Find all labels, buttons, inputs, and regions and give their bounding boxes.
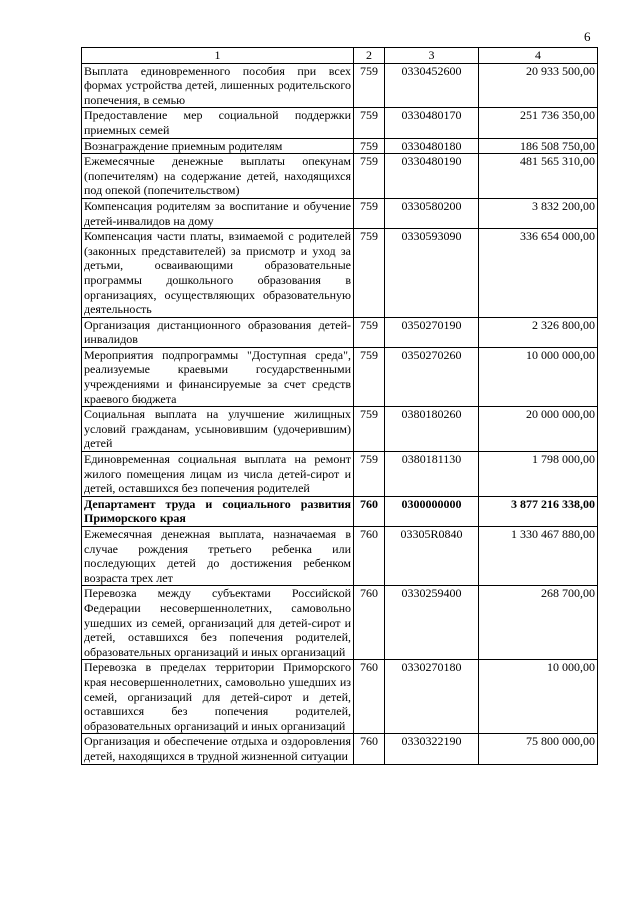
row-amount: 10 000,00 — [479, 660, 598, 734]
row-amount: 20 933 500,00 — [479, 63, 598, 108]
row-code: 760 — [354, 734, 385, 764]
row-code: 759 — [354, 347, 385, 406]
row-csr: 0380180260 — [385, 407, 479, 452]
table-row — [82, 496, 598, 526]
row-description: Департамент труда и социального развития Приморского края — [82, 496, 354, 526]
row-csr: 0380181130 — [385, 452, 479, 497]
table-row — [82, 527, 598, 586]
row-code: 759 — [354, 317, 385, 347]
table-row — [82, 198, 598, 228]
table-row — [82, 734, 598, 764]
row-description: Перевозка между субъектами Российской Федерации несовершеннолетних, самовольно ушедших из семей, организаций для детей-сирот и детей, оставшихся без попечения родителей, образовательных организаций и иных организаций — [82, 586, 354, 660]
row-description: Организация и обеспечение отдыха и оздоровления детей, находящихся в трудной жизненной ситуации — [82, 734, 354, 764]
row-csr: 03305R0840 — [385, 527, 479, 586]
row-csr: 0300000000 — [385, 496, 479, 526]
row-amount: 1 798 000,00 — [479, 452, 598, 497]
row-description: Предоставление мер социальной поддержки приемных семей — [82, 108, 354, 138]
row-code: 759 — [354, 198, 385, 228]
row-amount: 481 565 310,00 — [479, 154, 598, 199]
row-amount: 336 654 000,00 — [479, 229, 598, 318]
page-number: 6 — [584, 29, 591, 44]
table-header-row — [82, 48, 598, 64]
row-description: Ежемесячные денежные выплаты опекунам (попечителям) на содержание детей, находящихся под опекой (попечительством) — [82, 154, 354, 199]
budget-table — [81, 47, 598, 765]
row-csr: 0330580200 — [385, 198, 479, 228]
row-code: 760 — [354, 527, 385, 586]
row-amount: 186 508 750,00 — [479, 138, 598, 154]
row-code: 759 — [354, 407, 385, 452]
row-csr: 0350270260 — [385, 347, 479, 406]
row-csr: 0330480170 — [385, 108, 479, 138]
row-code: 759 — [354, 108, 385, 138]
row-description: Мероприятия подпрограммы "Доступная среда", реализуемые краевыми государственными учреждениями и финансируемые за счет средств краевого бюджета — [82, 347, 354, 406]
row-code: 759 — [354, 452, 385, 497]
row-description: Компенсация части платы, взимаемой с родителей (законных представителей) за присмотр и уход за детьми, осваивающими образовательные программы дошкольного образования в организациях, осуществляющих образовательную деятельность — [82, 229, 354, 318]
row-description: Вознаграждение приемным родителям — [82, 138, 354, 154]
table-row — [82, 108, 598, 138]
table-row — [82, 407, 598, 452]
table-row — [82, 452, 598, 497]
row-code: 760 — [354, 496, 385, 526]
row-csr: 0330270180 — [385, 660, 479, 734]
table-row — [82, 154, 598, 199]
table-row — [82, 660, 598, 734]
row-csr: 0330480190 — [385, 154, 479, 199]
row-description: Выплата единовременного пособия при всех формах устройства детей, лишенных родительского попечения, в семью — [82, 63, 354, 108]
row-amount: 251 736 350,00 — [479, 108, 598, 138]
table-row — [82, 347, 598, 406]
row-code: 759 — [354, 63, 385, 108]
row-description: Компенсация родителям за воспитание и обучение детей-инвалидов на дому — [82, 198, 354, 228]
table-row — [82, 317, 598, 347]
row-csr: 0330322190 — [385, 734, 479, 764]
row-amount: 3 877 216 338,00 — [479, 496, 598, 526]
header-cell-1: 1 — [82, 48, 354, 64]
row-code: 759 — [354, 154, 385, 199]
row-csr: 0330259400 — [385, 586, 479, 660]
table-row — [82, 229, 598, 318]
row-description: Социальная выплата на улучшение жилищных условий гражданам, усыновившим (удочерившим) детей — [82, 407, 354, 452]
header-cell-2: 2 — [354, 48, 385, 64]
row-amount: 75 800 000,00 — [479, 734, 598, 764]
row-csr: 0330452600 — [385, 63, 479, 108]
row-code: 760 — [354, 586, 385, 660]
row-amount: 20 000 000,00 — [479, 407, 598, 452]
row-code: 759 — [354, 138, 385, 154]
header-cell-3: 3 — [385, 48, 479, 64]
row-code: 760 — [354, 660, 385, 734]
table-row — [82, 138, 598, 154]
row-amount: 3 832 200,00 — [479, 198, 598, 228]
row-csr: 0330480180 — [385, 138, 479, 154]
row-code: 759 — [354, 229, 385, 318]
row-description: Перевозка в пределах территории Приморского края несовершеннолетних, самовольно ушедших из семей, организаций для детей-сирот и детей, оставшихся без попечения родителей, образовательных организаций и иных организаций — [82, 660, 354, 734]
row-description: Ежемесячная денежная выплата, назначаемая в случае рождения третьего ребенка или последующих детей до достижения ребенком возраста трех лет — [82, 527, 354, 586]
row-amount: 1 330 467 880,00 — [479, 527, 598, 586]
table-row — [82, 586, 598, 660]
row-amount: 268 700,00 — [479, 586, 598, 660]
header-cell-4: 4 — [479, 48, 598, 64]
row-amount: 10 000 000,00 — [479, 347, 598, 406]
row-description: Организация дистанционного образования детей-инвалидов — [82, 317, 354, 347]
table-row — [82, 63, 598, 108]
row-csr: 0350270190 — [385, 317, 479, 347]
row-csr: 0330593090 — [385, 229, 479, 318]
row-amount: 2 326 800,00 — [479, 317, 598, 347]
row-description: Единовременная социальная выплата на ремонт жилого помещения лицам из числа детей-сирот и детей, оставшихся без попечения родителей — [82, 452, 354, 497]
